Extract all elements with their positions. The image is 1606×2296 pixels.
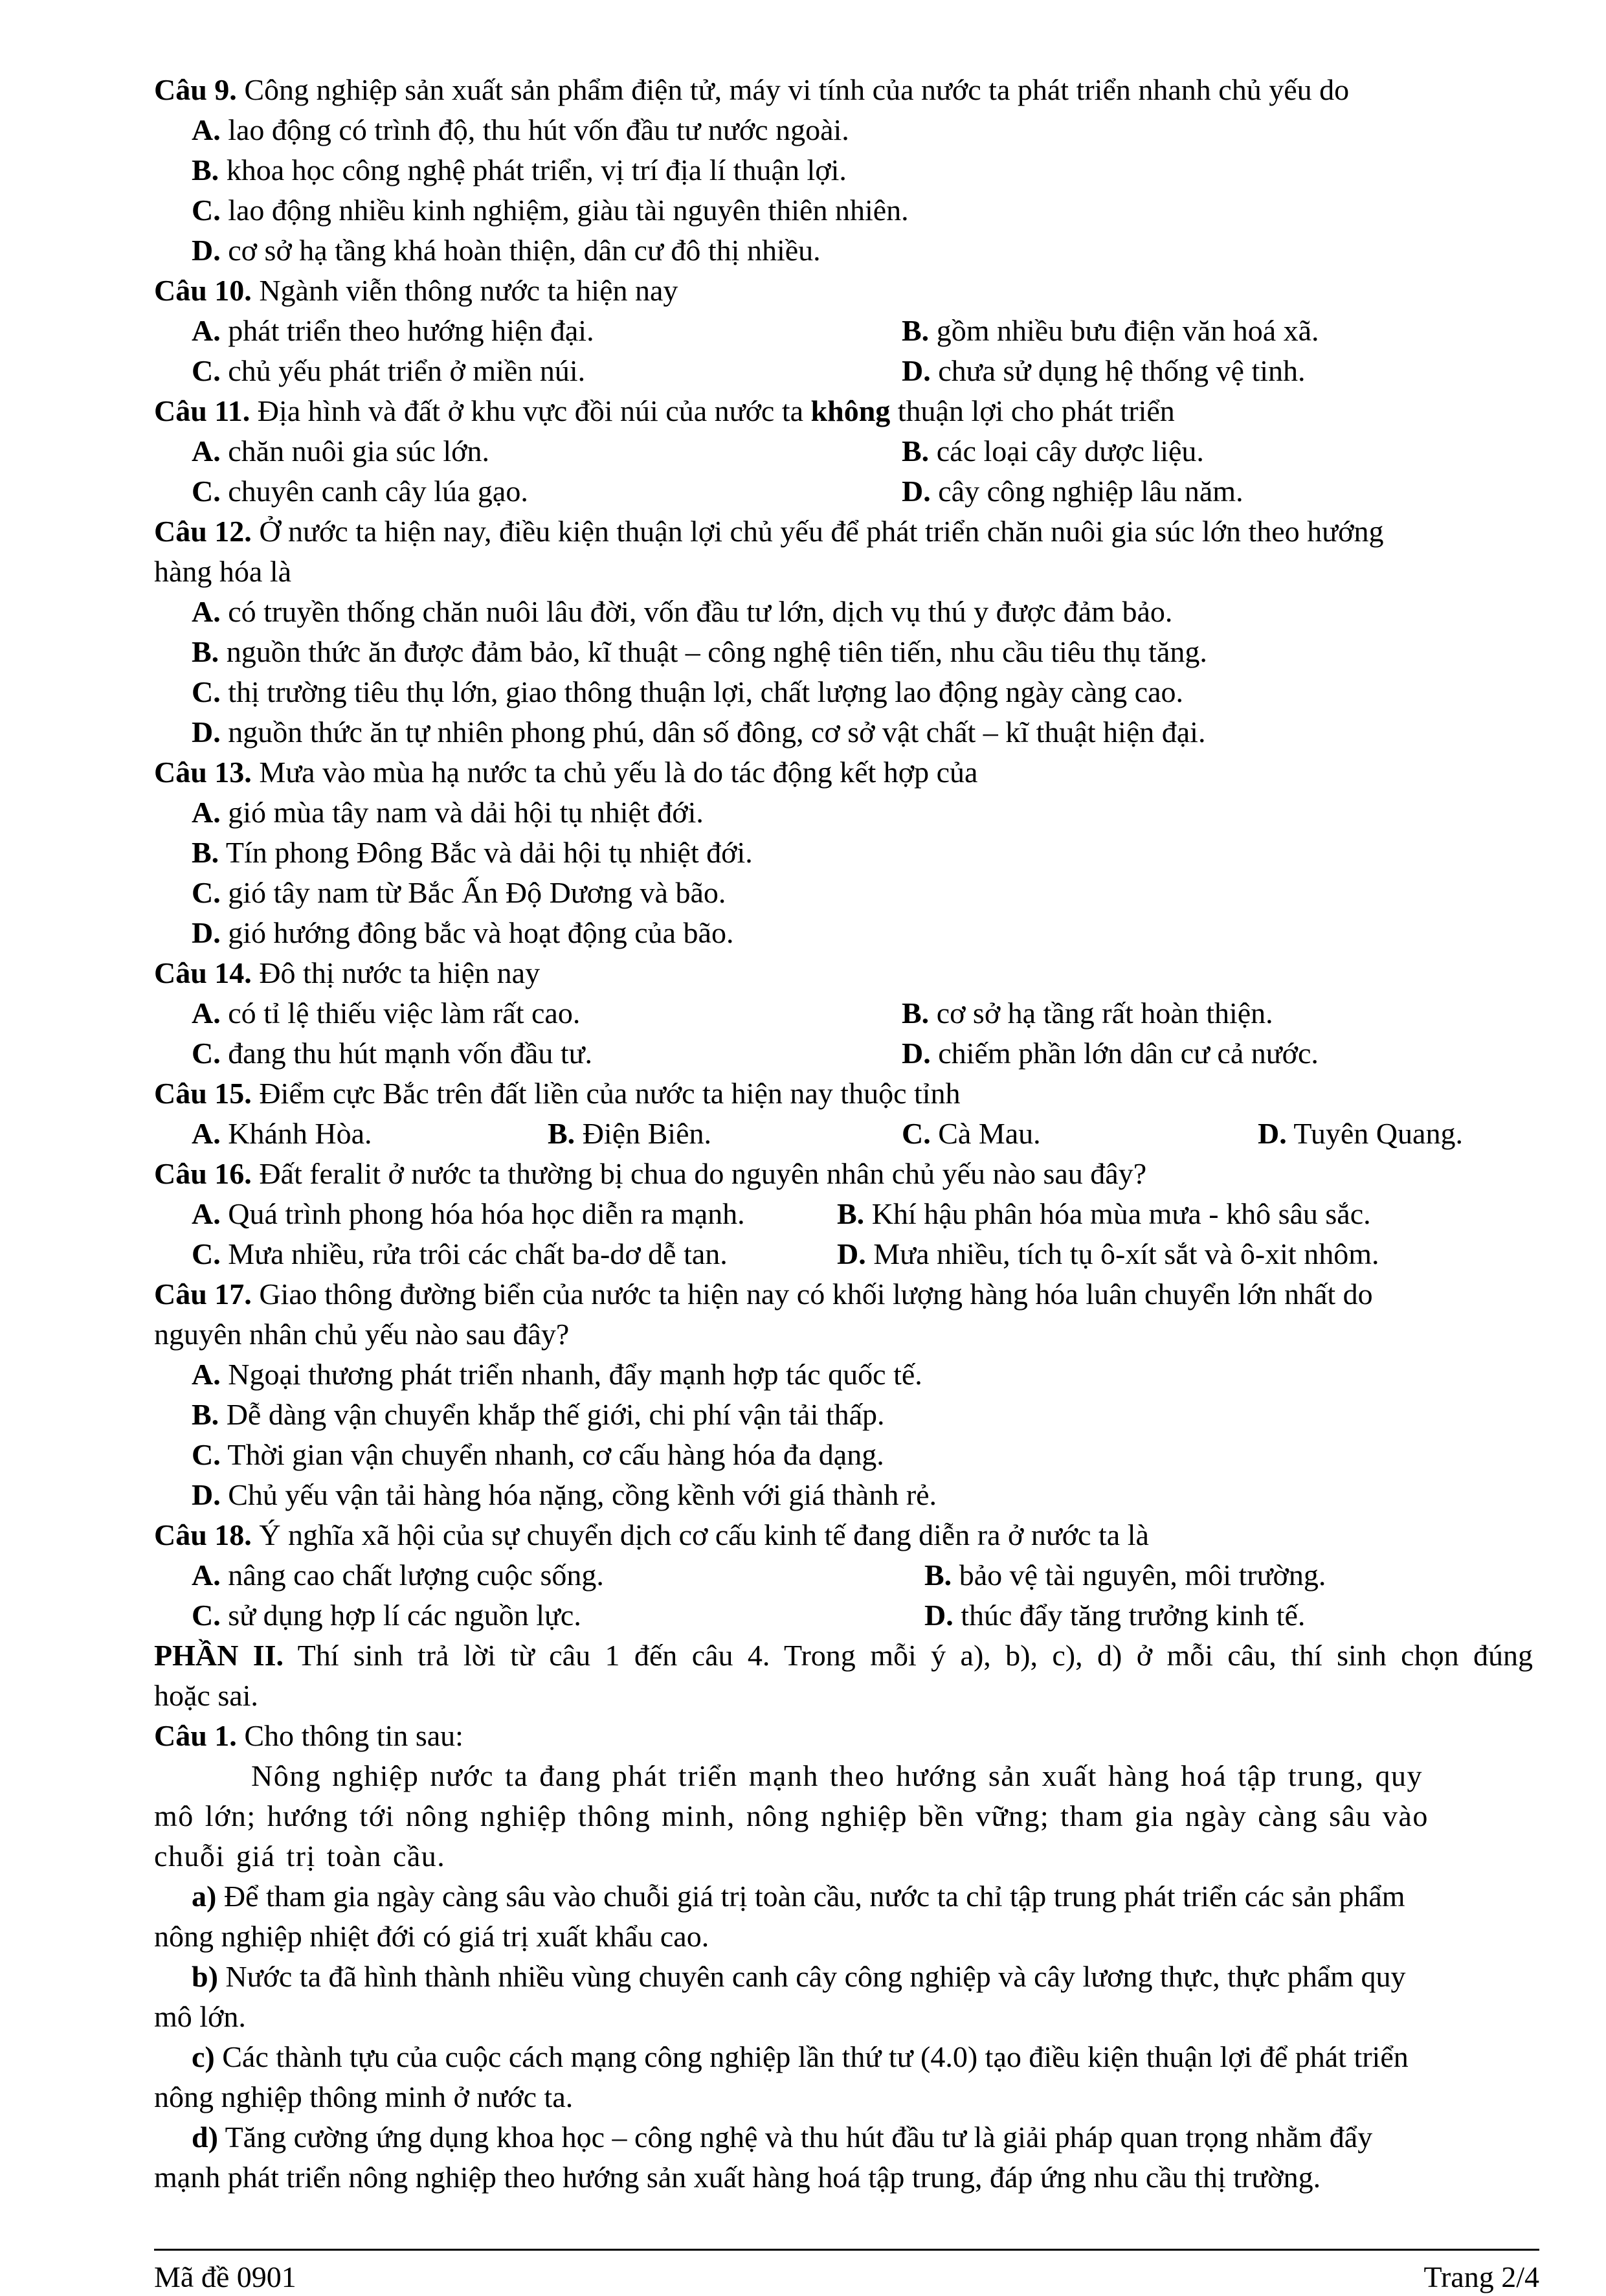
q16-stem: Câu 16. Đất feralit ở nước ta thường bị chua do nguyên nhân chủ yếu nào sau đây? (154, 1157, 1147, 1190)
q14-option-d: D. chiếm phần lớn dân cư cả nước. (902, 1037, 1319, 1070)
q18-label: Câu 18. (154, 1518, 252, 1551)
q11-option-a: A. chăn nuôi gia súc lớn. (192, 434, 489, 467)
q10-option-b: B. gồm nhiều bưu điện văn hoá xã. (902, 314, 1319, 347)
q17-option-d: D. Chủ yếu vận tải hàng hóa nặng, cồng kềnh với giá thành rẻ. (192, 1478, 937, 1511)
part2-heading-cont: hoặc sai. (154, 1679, 258, 1712)
q11-label: Câu 11. (154, 394, 251, 427)
q17-stem: Câu 17. Giao thông đường biển của nước ta hiện nay có khối lượng hàng hóa luân chuyển lớn nhất do (154, 1277, 1373, 1311)
q14-option-c: C. đang thu hút mạnh vốn đầu tư. (192, 1037, 593, 1070)
q17-option-a: A. Ngoại thương phát triển nhanh, đẩy mạnh hợp tác quốc tế. (192, 1358, 922, 1391)
q10-label: Câu 10. (154, 274, 252, 307)
p2-q1-label: Câu 1. (154, 1719, 237, 1752)
statement-a-cont: nông nghiệp nhiệt đới có giá trị xuất khẩu cao. (154, 1920, 709, 1953)
q10-stem: Câu 10. Ngành viễn thông nước ta hiện nay (154, 274, 678, 307)
q9-option-c: C. lao động nhiều kinh nghiệm, giàu tài nguyên thiên nhiên. (192, 194, 909, 227)
q11-option-b: B. các loại cây dược liệu. (902, 434, 1204, 467)
info-paragraph-line3: chuỗi giá trị toàn cầu. (154, 1840, 446, 1873)
info-paragraph-line2: mô lớn; hướng tới nông nghiệp thông minh, nông nghiệp bền vững; tham gia ngày càng sâu vào (154, 1799, 1429, 1832)
part2-label: PHẦN II. (154, 1639, 284, 1672)
q16-option-d: D. Mưa nhiều, tích tụ ô-xít sắt và ô-xit nhôm. (837, 1237, 1379, 1270)
q12-stem-cont: hàng hóa là (154, 555, 292, 588)
q9-option-b: B. khoa học công nghệ phát triển, vị trí địa lí thuận lợi. (192, 153, 847, 186)
footer-divider (154, 2249, 1539, 2251)
q12-stem: Câu 12. Ở nước ta hiện nay, điều kiện thuận lợi chủ yếu để phát triển chăn nuôi gia súc lớn theo hướng (154, 515, 1384, 548)
q17-label: Câu 17. (154, 1277, 252, 1311)
q11-stem: Câu 11. Địa hình và đất ở khu vực đồi núi của nước ta không thuận lợi cho phát triển (154, 394, 1175, 427)
q15-option-a: A. Khánh Hòa. (192, 1117, 372, 1150)
q18-option-b: B. bảo vệ tài nguyên, môi trường. (924, 1559, 1326, 1592)
q12-option-c: C. thị trường tiêu thụ lớn, giao thông thuận lợi, chất lượng lao động ngày càng cao. (192, 675, 1184, 708)
page-number: Trang 2/4 (1423, 2260, 1539, 2293)
statement-a: a) Để tham gia ngày càng sâu vào chuỗi giá trị toàn cầu, nước ta chỉ tập trung phát triển các sản phẩm (192, 1880, 1405, 1913)
q9-option-d: D. cơ sở hạ tầng khá hoàn thiện, dân cư đô thị nhiều. (192, 234, 821, 267)
q9-stem: Câu 9. Công nghiệp sản xuất sản phẩm điện tử, máy vi tính của nước ta phát triển nhanh chủ yếu do (154, 73, 1350, 106)
q17-stem-cont: nguyên nhân chủ yếu nào sau đây? (154, 1318, 570, 1351)
q14-label: Câu 14. (154, 956, 252, 989)
q15-label: Câu 15. (154, 1077, 252, 1110)
statement-c-cont: nông nghiệp thông minh ở nước ta. (154, 2080, 574, 2113)
q9-option-a: A. lao động có trình độ, thu hút vốn đầu tư nước ngoài. (192, 113, 849, 146)
q16-label: Câu 16. (154, 1157, 252, 1190)
q18-option-c: C. sử dụng hợp lí các nguồn lực. (192, 1599, 581, 1632)
q16-option-b: B. Khí hậu phân hóa mùa mưa - khô sâu sắc. (837, 1197, 1371, 1230)
q13-option-b: B. Tín phong Đông Bắc và dải hội tụ nhiệt đới. (192, 836, 753, 869)
q15-stem: Câu 15. Điểm cực Bắc trên đất liền của nước ta hiện nay thuộc tỉnh (154, 1077, 961, 1110)
q12-option-d: D. nguồn thức ăn tự nhiên phong phú, dân số đông, cơ sở vật chất – kĩ thuật hiện đại. (192, 715, 1206, 748)
q9-label: Câu 9. (154, 73, 237, 106)
q16-option-c: C. Mưa nhiều, rửa trôi các chất ba-dơ dễ tan. (192, 1237, 728, 1270)
q18-option-a: A. nâng cao chất lượng cuộc sống. (192, 1559, 604, 1592)
q12-label: Câu 12. (154, 515, 252, 548)
q17-option-b: B. Dễ dàng vận chuyển khắp thế giới, chi phí vận tải thấp. (192, 1398, 885, 1431)
q17-option-c: C. Thời gian vận chuyển nhanh, cơ cấu hàng hóa đa dạng. (192, 1438, 884, 1471)
q16-option-a: A. Quá trình phong hóa hóa học diễn ra mạnh. (192, 1197, 745, 1230)
q13-option-a: A. gió mùa tây nam và dải hội tụ nhiệt đới. (192, 796, 704, 829)
q13-stem: Câu 13. Mưa vào mùa hạ nước ta chủ yếu là do tác động kết hợp của (154, 756, 978, 789)
q12-option-a: A. có truyền thống chăn nuôi lâu đời, vốn đầu tư lớn, dịch vụ thú y được đảm bảo. (192, 595, 1173, 628)
q15-option-c: C. Cà Mau. (902, 1117, 1041, 1150)
statement-b: b) Nước ta đã hình thành nhiều vùng chuyên canh cây công nghiệp và cây lương thực, thực phẩm quy (192, 1960, 1406, 1993)
p2-q1-stem: Câu 1. Cho thông tin sau: (154, 1719, 463, 1752)
q13-option-c: C. gió tây nam từ Bắc Ấn Độ Dương và bão. (192, 876, 726, 909)
q14-stem: Câu 14. Đô thị nước ta hiện nay (154, 956, 541, 989)
statement-b-cont: mô lớn. (154, 2000, 246, 2033)
q13-label: Câu 13. (154, 756, 252, 789)
q15-option-d: D. Tuyên Quang. (1258, 1117, 1463, 1150)
q12-option-b: B. nguồn thức ăn được đảm bảo, kĩ thuật – công nghệ tiên tiến, nhu cầu tiêu thụ tăng. (192, 635, 1207, 668)
q10-option-d: D. chưa sử dụng hệ thống vệ tinh. (902, 354, 1306, 387)
statement-d-cont: mạnh phát triển nông nghiệp theo hướng sản xuất hàng hoá tập trung, đáp ứng nhu cầu thị trường. (154, 2161, 1321, 2194)
q10-option-c: C. chủ yếu phát triển ở miền núi. (192, 354, 586, 387)
q18-option-d: D. thúc đẩy tăng trưởng kinh tế. (924, 1599, 1306, 1632)
q11-option-c: C. chuyên canh cây lúa gạo. (192, 475, 528, 508)
statement-d: d) Tăng cường ứng dụng khoa học – công nghệ và thu hút đầu tư là giải pháp quan trọng nhằm đẩy (192, 2121, 1373, 2154)
statement-c: c) Các thành tựu của cuộc cách mạng công nghiệp lần thứ tư (4.0) tạo điều kiện thuận lợi để phát triển (192, 2040, 1409, 2073)
q14-option-a: A. có tỉ lệ thiếu việc làm rất cao. (192, 996, 581, 1030)
q14-option-b: B. cơ sở hạ tầng rất hoàn thiện. (902, 996, 1273, 1030)
exam-code: Mã đề 0901 (154, 2260, 296, 2293)
info-paragraph-line1: Nông nghiệp nước ta đang phát triển mạnh theo hướng sản xuất hàng hoá tập trung, quy (251, 1759, 1423, 1792)
q11-option-d: D. cây công nghiệp lâu năm. (902, 475, 1244, 508)
q10-option-a: A. phát triển theo hướng hiện đại. (192, 314, 594, 347)
q15-option-b: B. Điện Biên. (548, 1117, 711, 1150)
part2-heading: PHẦN II. Thí sinh trả lời từ câu 1 đến câu 4. Trong mỗi ý a), b), c), d) ở mỗi câu, thí sinh chọn đúng (154, 1639, 1533, 1672)
q18-stem: Câu 18. Ý nghĩa xã hội của sự chuyển dịch cơ cấu kinh tế đang diễn ra ở nước ta là (154, 1518, 1149, 1551)
q13-option-d: D. gió hướng đông bắc và hoạt động của bão. (192, 916, 734, 949)
